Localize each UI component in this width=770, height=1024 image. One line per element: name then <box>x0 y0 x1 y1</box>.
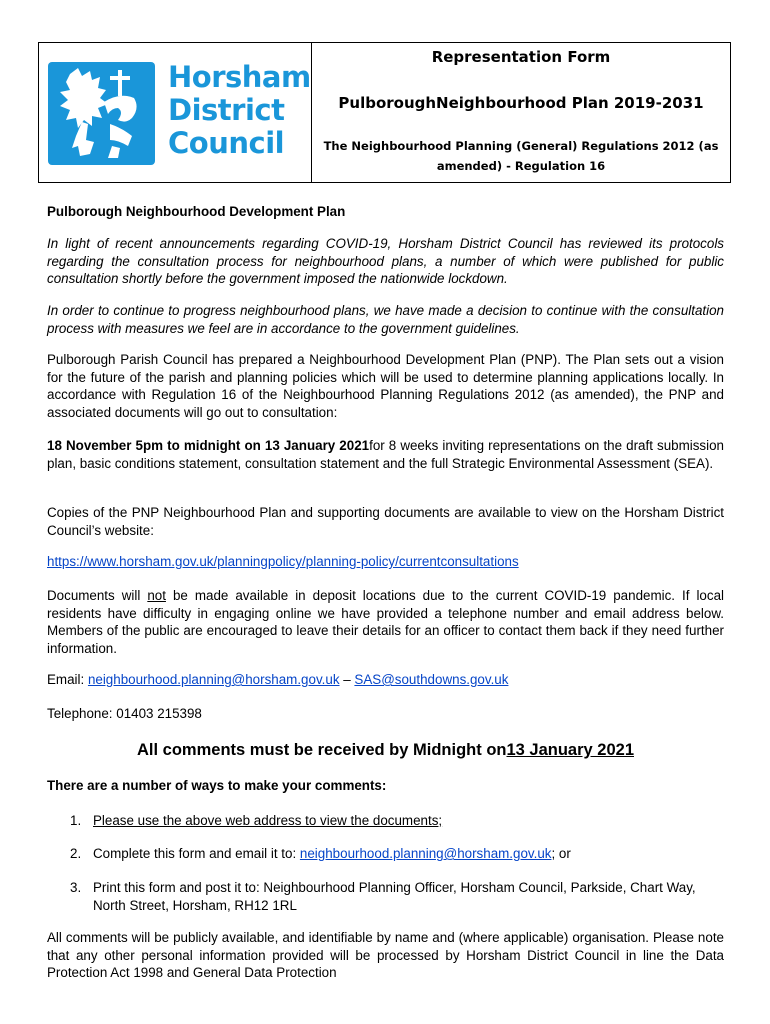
list-item-text-end: ; or <box>551 846 571 861</box>
plan-title: PulboroughNeighbourhood Plan 2019-2031 <box>338 94 704 112</box>
documents-text-end: be made available in deposit locations due to the current COVID-19 pandemic. If local residents have difficulty in engaging online we have provided a telephone number and email address below. Members of the public are encouraged to leave their details for an officer to contact them back if they need further information. <box>47 588 724 656</box>
consultation-dates-detail: for 8 weeks inviting representations on the draft submission plan, basic conditions statement, consultation statement and the full Strategic Environmental Assessment (SEA). <box>47 438 724 471</box>
council-crest-icon <box>48 62 155 165</box>
consultation-dates: 18 November 5pm to midnight on 13 January 2021 <box>47 438 370 453</box>
list-item-text-start: Complete this form and email it to: <box>93 846 300 861</box>
deadline-heading <box>47 741 724 760</box>
covid-paragraph: In light of recent announcements regarding COVID-19, Horsham District Council has reviewed its protocols regarding the consultation process for neighbourhood plans, a number of which were published for public consultation shortly before the government imposed the nationwide lockdown. <box>47 236 724 286</box>
logo-line-3: Council <box>168 126 285 160</box>
consultation-dates-paragraph <box>47 437 724 472</box>
documents-text-start: Documents will <box>47 588 148 603</box>
copies-paragraph: Copies of the PNP Neighbourhood Plan and supporting documents are available to view on the Horsham District Council’s website: <box>47 505 724 538</box>
email-label: Email: <box>47 672 88 687</box>
pnp-paragraph: Pulborough Parish Council has prepared a Neighbourhood Development Plan (PNP). The Plan sets out a vision for the future of the parish and planning policies which will be used to determine planning applications locally. In accordance with Regulation 16 of the Neighbourhood Planning Regulations 2012 (as amended), the PNP and associated documents will go out to consultation: <box>47 352 724 420</box>
list-item-text <box>93 845 723 863</box>
email-line <box>47 671 724 689</box>
list-item <box>70 812 730 830</box>
email-link-southdowns[interactable]: SAS@southdowns.gov.uk <box>354 672 509 687</box>
deadline-date: 13 January 2021 <box>506 741 634 759</box>
form-email-link[interactable]: neighbourhood.planning@horsham.gov.uk <box>299 846 552 861</box>
publicly-available-paragraph: All comments will be publicly available, and identifiable by name and (where applicable) organisation. Please note that any other personal information provided will be processed by Horsham District Council in line the Data Protection Act 1998 and General Data Protection <box>47 930 724 980</box>
email-link-horsham[interactable]: neighbourhood.planning@horsham.gov.uk <box>87 672 340 687</box>
continue-paragraph: In order to continue to progress neighbourhood plans, we have made a decision to continue with the consultation process with measures we feel are in accordance to the government guidelines. <box>47 303 724 336</box>
deadline-text: All comments must be received by Midnight on <box>137 741 507 759</box>
form-title: Representation Form <box>431 48 611 66</box>
regulations-subtitle: The Neighbourhood Planning (General) Regulations 2012 (as amended) - Regulation 16 <box>323 139 719 173</box>
list-item <box>70 879 730 914</box>
email-separator: – <box>339 672 355 687</box>
list-number: 2. <box>70 846 82 861</box>
section-heading: Pulborough Neighbourhood Development Plan <box>47 204 346 219</box>
list-number: 3. <box>70 880 82 895</box>
telephone-line: Telephone: 01403 215398 <box>47 706 202 721</box>
logo-line-1: Horsham <box>168 60 311 94</box>
list-item-text: Print this form and post it to: Neighbourhood Planning Officer, Horsham Council, Parkside, Chart Way, North Street, Horsham, RH12 1RL <box>93 880 696 913</box>
website-link[interactable]: https://www.horsham.gov.uk/planningpolicy/planning-policy/currentconsultations <box>47 554 519 569</box>
logo-line-2: District <box>168 93 285 127</box>
website-link-line <box>47 553 724 571</box>
list-number: 1. <box>70 813 82 828</box>
documents-paragraph <box>47 587 724 657</box>
list-item <box>70 845 730 863</box>
ways-heading: There are a number of ways to make your comments: <box>47 778 387 793</box>
documents-not: not <box>147 588 166 603</box>
list-item-text: Please use the above web address to view the documents; <box>93 813 443 828</box>
council-logo-text <box>168 61 311 160</box>
